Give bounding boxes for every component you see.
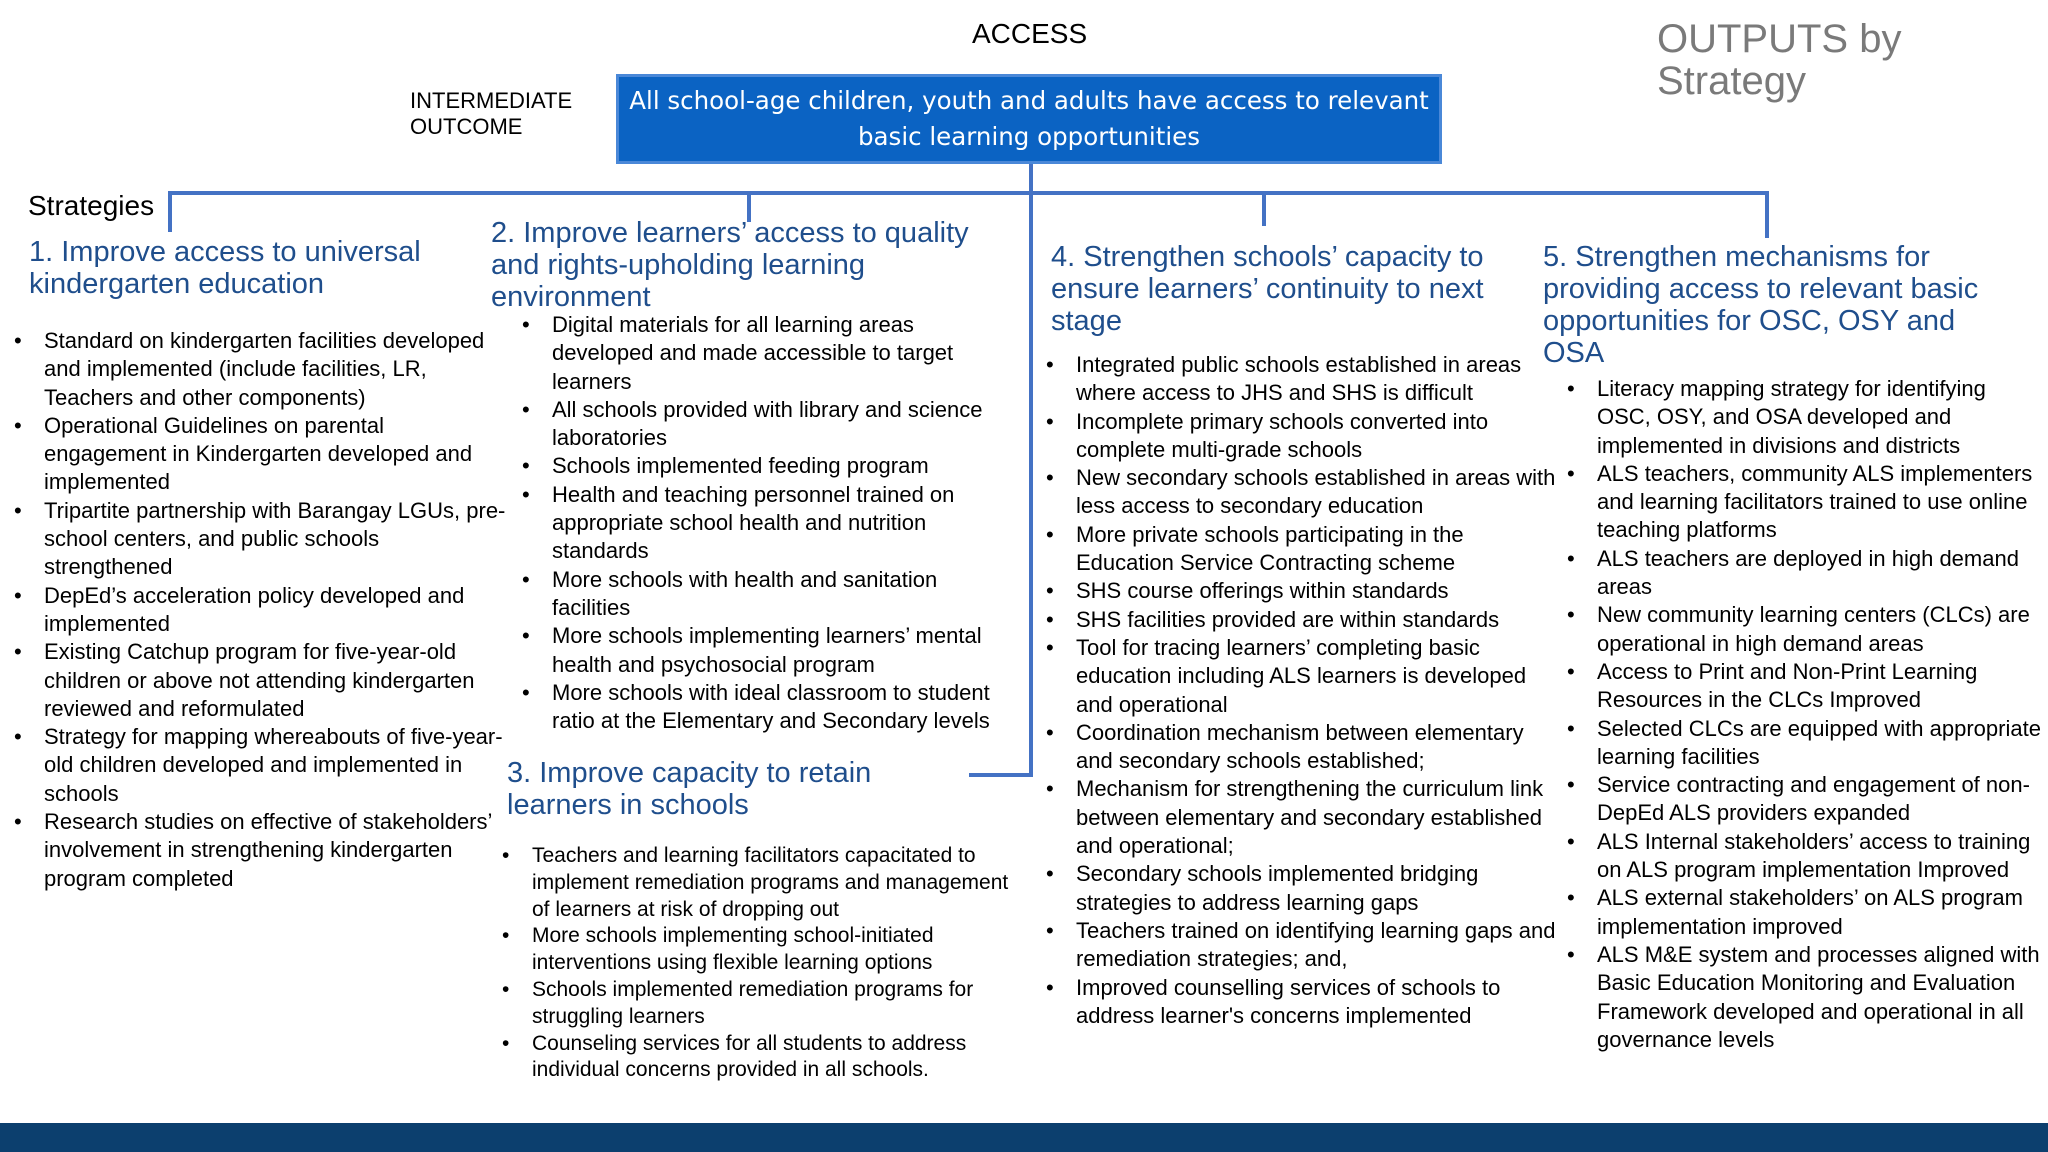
- output-item: • Teachers and learning facilitators capacitated to implement remediation programs and management of learners at risk of dropping out: [502, 843, 1022, 923]
- output-item: • Selected CLCs are equipped with appropriate learning facilities: [1567, 715, 2045, 772]
- strategy-4-outputs: [1046, 351, 1556, 1030]
- output-item: • SHS facilities provided are within standards: [1046, 606, 1556, 634]
- output-item: • New community learning centers (CLCs) are operational in high demand areas: [1567, 601, 2045, 658]
- output-item: • ALS external stakeholders’ on ALS program implementation improved: [1567, 884, 2045, 941]
- output-item: • ALS Internal stakeholders’ access to training on ALS program implementation Improved: [1567, 828, 2045, 885]
- output-item: • DepEd’s acceleration policy developed and implemented: [14, 582, 509, 639]
- output-item: • Standard on kindergarten facilities developed and implemented (include facilities, LR, Teachers and other components): [14, 327, 509, 412]
- output-item: • Existing Catchup program for five-year-old children or above not attending kindergarten reviewed and reformulated: [14, 638, 509, 723]
- output-item: • ALS M&E system and processes aligned with Basic Education Monitoring and Evaluation Framework developed and operational in all governance levels: [1567, 941, 2045, 1054]
- strategy-1-outputs: [14, 327, 509, 893]
- footer-bar: [0, 1123, 2048, 1152]
- output-item: • More private schools participating in the Education Service Contracting scheme: [1046, 521, 1556, 578]
- output-item: • More schools implementing learners’ mental health and psychosocial program: [522, 622, 1017, 679]
- strategy-5-outputs: [1567, 375, 2045, 1054]
- output-item: • Strategy for mapping whereabouts of five-year-old children developed and implemented in schools: [14, 723, 509, 808]
- output-item: • More schools implementing school-initiated interventions using flexible learning options: [502, 923, 1022, 977]
- output-item: • Tripartite partnership with Barangay LGUs, pre-school centers, and public schools strengthened: [14, 497, 509, 582]
- output-item: • Service contracting and engagement of non-DepEd ALS providers expanded: [1567, 771, 2045, 828]
- output-item: • More schools with health and sanitation facilities: [522, 566, 1017, 623]
- output-item: • Secondary schools implemented bridging strategies to address learning gaps: [1046, 860, 1556, 917]
- strategy-5-title: 5. Strengthen mechanisms for providing access to relevant basic opportunities for OSC, OSY and OSA: [1543, 241, 1979, 369]
- output-item: • Counseling services for all students to address individual concerns provided in all schools.: [502, 1031, 1022, 1085]
- strategy-1-title: 1. Improve access to universal kindergarten education: [29, 236, 421, 300]
- strategy-3-title: 3. Improve capacity to retain learners in schools: [507, 757, 872, 821]
- output-item: • SHS course offerings within standards: [1046, 577, 1556, 605]
- output-item: • Incomplete primary schools converted into complete multi-grade schools: [1046, 408, 1556, 465]
- output-item: • Teachers trained on identifying learning gaps and remediation strategies; and,: [1046, 917, 1556, 974]
- output-item: • Research studies on effective of stakeholders’ involvement in strengthening kindergarten program completed: [14, 808, 509, 893]
- output-item: • ALS teachers, community ALS implementers and learning facilitators trained to use online teaching platforms: [1567, 460, 2045, 545]
- intermediate-outcome-box: All school-age children, youth and adults have access to relevant basic learning opportunities: [616, 74, 1442, 164]
- strategy-2-outputs: [522, 311, 1017, 735]
- strategy-2-title: 2. Improve learners’ access to quality and rights-upholding learning environment: [491, 217, 969, 313]
- output-item: • Access to Print and Non-Print Learning Resources in the CLCs Improved: [1567, 658, 2045, 715]
- diagram-title: ACCESS: [972, 18, 1088, 49]
- output-item: • Digital materials for all learning areas developed and made accessible to target learners: [522, 311, 1017, 396]
- output-item: • Tool for tracing learners’ completing basic education including ALS learners is developed and operational: [1046, 634, 1556, 719]
- output-item: • Operational Guidelines on parental engagement in Kindergarten developed and implemented: [14, 412, 509, 497]
- output-item: • ALS teachers are deployed in high demand areas: [1567, 545, 2045, 602]
- output-item: • Health and teaching personnel trained on appropriate school health and nutrition standards: [522, 481, 1017, 566]
- output-item: • Schools implemented remediation programs for struggling learners: [502, 977, 1022, 1031]
- output-item: • Integrated public schools established in areas where access to JHS and SHS is difficult: [1046, 351, 1556, 408]
- output-item: • More schools with ideal classroom to student ratio at the Elementary and Secondary levels: [522, 679, 1017, 736]
- strategies-label: Strategies: [28, 190, 155, 221]
- output-item: • Mechanism for strengthening the curriculum link between elementary and secondary established and operational;: [1046, 775, 1556, 860]
- output-item: • Literacy mapping strategy for identifying OSC, OSY, and OSA developed and implemented in divisions and districts: [1567, 375, 2045, 460]
- strategy-3-outputs: [502, 843, 1022, 1084]
- strategy-4-title: 4. Strengthen schools’ capacity to ensure learners’ continuity to next stage: [1051, 241, 1484, 337]
- outputs-by-strategy-title: OUTPUTS by Strategy: [1657, 17, 1902, 103]
- intermediate-outcome-label: INTERMEDIATE OUTCOME: [410, 88, 573, 139]
- output-item: • New secondary schools established in areas with less access to secondary education: [1046, 464, 1556, 521]
- output-item: • Coordination mechanism between elementary and secondary schools established;: [1046, 719, 1556, 776]
- output-item: • Schools implemented feeding program: [522, 452, 1017, 480]
- output-item: • Improved counselling services of schools to address learner's concerns implemented: [1046, 974, 1556, 1031]
- output-item: • All schools provided with library and science laboratories: [522, 396, 1017, 453]
